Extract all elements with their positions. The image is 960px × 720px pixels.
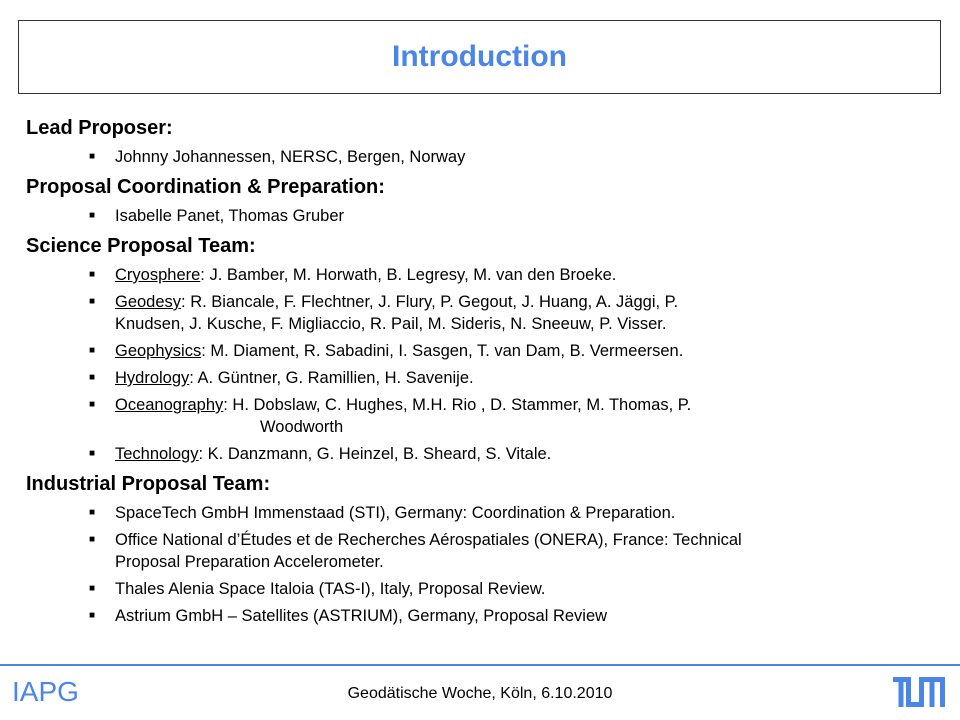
section-heading-coordination: Proposal Coordination & Preparation: — [26, 176, 385, 198]
iapg-logo: IAPG — [12, 676, 79, 707]
list-item — [26, 443, 926, 465]
item-text: : M. Diament, R. Sabadini, I. Sasgen, T. van Dam, B. Vermeersen. — [201, 342, 684, 360]
item-text: Isabelle Panet, Thomas Gruber — [115, 207, 344, 225]
item-text: : A. Güntner, G. Ramillien, H. Savenije. — [189, 369, 474, 387]
item-text: Johnny Johannessen, NERSC, Bergen, Norway — [115, 148, 466, 166]
title-box — [18, 20, 941, 94]
section-list-science-team — [26, 264, 926, 465]
section-list-industrial-team — [26, 502, 926, 627]
slide-content — [26, 114, 926, 632]
item-text: : K. Danzmann, G. Heinzel, B. Sheard, S. Vitale. — [198, 445, 552, 463]
item-text: : J. Bamber, M. Horwath, B. Legresy, M. van den Broeke. — [200, 266, 617, 284]
square-bullet-icon: ■ — [89, 507, 96, 518]
item-text: Astrium GmbH – Satellites (ASTRIUM), Germany, Proposal Review — [115, 607, 608, 625]
list-item — [26, 578, 926, 600]
item-text-continued: Woodworth — [260, 418, 344, 436]
square-bullet-icon: ■ — [89, 610, 96, 621]
item-text: : R. Biancale, F. Flechtner, J. Flury, P. Gegout, J. Huang, A. Jäggi, P. — [181, 293, 679, 311]
section-heading-science-team: Science Proposal Team: — [26, 235, 256, 257]
square-bullet-icon: ■ — [89, 296, 96, 307]
list-item — [26, 205, 926, 227]
section-heading-lead-proposer: Lead Proposer: — [26, 117, 173, 139]
square-bullet-icon: ■ — [89, 151, 96, 162]
discipline-label: Technology — [115, 445, 199, 463]
item-text: : H. Dobslaw, C. Hughes, M.H. Rio , D. Stammer, M. Thomas, P. — [223, 396, 692, 414]
square-bullet-icon: ■ — [89, 399, 96, 410]
square-bullet-icon: ■ — [89, 448, 96, 459]
item-text-continued: Knudsen, J. Kusche, F. Migliaccio, R. Pail, M. Sideris, N. Sneeuw, P. Visser. — [115, 315, 667, 333]
footer-divider — [0, 664, 960, 666]
square-bullet-icon: ■ — [89, 534, 96, 545]
square-bullet-icon: ■ — [89, 345, 96, 356]
item-text: Office National d’Études et de Recherches Aérospatiales (ONERA), France: Technical — [115, 531, 742, 549]
item-text-continued: Proposal Preparation Accelerometer. — [115, 553, 384, 571]
section-heading-industrial-team: Industrial Proposal Team: — [26, 473, 271, 495]
list-item — [26, 529, 926, 573]
slide-title: Introduction — [392, 40, 567, 73]
item-text: Thales Alenia Space Italoia (TAS-I), Italy, Proposal Review. — [115, 580, 546, 598]
square-bullet-icon: ■ — [89, 372, 96, 383]
list-item — [26, 146, 926, 168]
list-item — [26, 264, 926, 286]
list-item — [26, 502, 926, 524]
list-item — [26, 605, 926, 627]
list-item — [26, 367, 926, 389]
list-item — [26, 340, 926, 362]
list-item — [26, 291, 926, 335]
discipline-label: Cryosphere — [115, 266, 201, 284]
square-bullet-icon: ■ — [89, 210, 96, 221]
item-text: SpaceTech GmbH Immenstaad (STI), Germany: Coordination & Preparation. — [115, 504, 676, 522]
footer-text: Geodätische Woche, Köln, 6.10.2010 — [347, 685, 613, 702]
section-list-lead-proposer — [26, 146, 926, 168]
discipline-label: Geodesy — [115, 293, 182, 311]
discipline-label: Geophysics — [115, 342, 202, 360]
discipline-label: Oceanography — [115, 396, 224, 414]
list-item — [26, 394, 926, 438]
section-list-coordination — [26, 205, 926, 227]
square-bullet-icon: ■ — [89, 583, 96, 594]
square-bullet-icon: ■ — [89, 269, 96, 280]
tum-logo-icon — [893, 677, 945, 707]
discipline-label: Hydrology — [115, 369, 190, 387]
